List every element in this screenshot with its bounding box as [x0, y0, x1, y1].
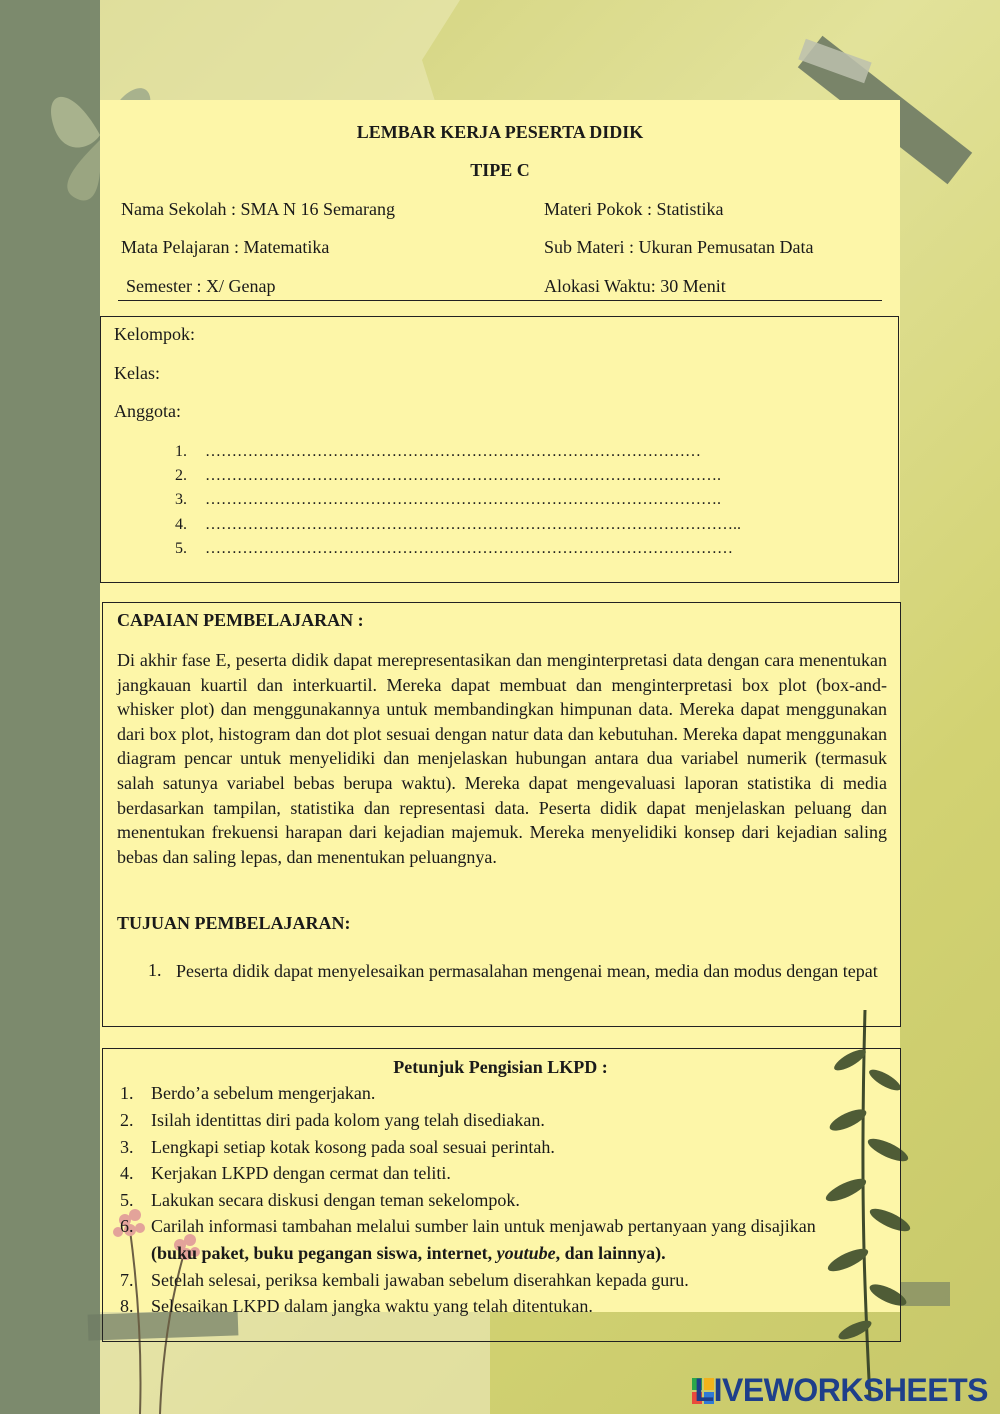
instruction-number: 1. — [120, 1083, 134, 1103]
member-number: 2. — [175, 467, 187, 484]
instruction-number: 2. — [120, 1110, 134, 1130]
instructions-title: Petunjuk Pengisian LKPD : — [393, 1057, 608, 1077]
learning-objective-title: TUJUAN PEMBELAJARAN: — [117, 913, 351, 933]
member-number: 1. — [175, 443, 187, 460]
semester: Semester : X/ Genap — [126, 276, 276, 296]
member-input-line[interactable]: ……………………………………………………………………………………….. — [205, 516, 741, 533]
instruction-text: , dan lainnya). — [555, 1243, 666, 1263]
subject-name: Mata Pelajaran : Matematika — [121, 237, 330, 257]
instruction-number: 3. — [120, 1137, 134, 1157]
group-label: Kelompok: — [114, 324, 195, 344]
member-number: 5. — [175, 540, 187, 557]
instruction-text-italic: youtube — [496, 1243, 556, 1263]
learning-outcome-title: CAPAIAN PEMBELAJARAN : — [117, 610, 364, 630]
member-number: 3. — [175, 491, 187, 508]
instruction-item: Isilah identittas diri pada kolom yang telah disediakan. — [151, 1110, 545, 1130]
instruction-item: Selesaikan LKPD dalam jangka waktu yang telah ditentukan. — [151, 1296, 593, 1316]
instruction-item: Berdo’a sebelum mengerjakan. — [151, 1083, 376, 1103]
member-input-line[interactable]: ……………………………………………………………………………………. — [205, 467, 721, 484]
time-allocation: Alokasi Waktu: 30 Menit — [544, 276, 726, 296]
instruction-item: Lengkapi setiap kotak kosong pada soal sesuai perintah. — [151, 1137, 555, 1157]
green-side-panel — [0, 0, 100, 1414]
learning-outcome-text: Di akhir fase E, peserta didik dapat merepresentasikan dan menginterpretasi data dengan cara menentukan jangkauan kuartil dan interkuartil. Mereka dapat membuat dan menginterpretasi box plot (box-and-whisker plot) dan menggunakannya untuk membandingkan himpunan data. Mereka dapat menggunakan dari box plot, histogram dan dot plot sesuai dengan natur data dan kebutuhan. Mereka dapat menggunakan diagram pencar untuk menyelidiki dan menjelaskan hubungan antara dua variabel numerik (termasuk salah satunya variabel bebas berupa waktu). Mereka dapat mengevaluasi laporan statistika di media berdasarkan tampilan, statistika dan representasi data. Peserta didik dapat menjelaskan peluang dan menentukan frekuensi harapan dari kejadian majemuk. Mereka menyelidiki konsep dari kejadian saling bebas dan saling lepas, dan menentukan peluangnya. — [117, 650, 887, 867]
member-input-line[interactable]: ……………………………………………………………………………………. — [205, 491, 721, 508]
worksheet-type: TIPE C — [470, 160, 530, 180]
instruction-item: Kerjakan LKPD dengan cermat dan teliti. — [151, 1163, 451, 1183]
class-label: Kelas: — [114, 363, 160, 383]
header-divider — [118, 300, 882, 301]
main-topic: Materi Pokok : Statistika — [544, 199, 724, 219]
members-label: Anggota: — [114, 401, 181, 421]
instruction-item: Carilah informasi tambahan melalui sumber lain untuk menjawab pertanyaan yang disajikan — [151, 1216, 816, 1236]
instruction-text: (buku paket, buku pegangan siswa, internet, — [151, 1243, 497, 1263]
instruction-number: 8. — [120, 1296, 134, 1316]
member-number: 4. — [175, 516, 187, 533]
instruction-number: 6. — [120, 1216, 134, 1236]
instruction-item: Lakukan secara diskusi dengan teman sekelompok. — [151, 1190, 520, 1210]
member-input-line[interactable]: ……………………………………………………………………………………… — [205, 540, 733, 557]
school-name: Nama Sekolah : SMA N 16 Semarang — [121, 199, 395, 219]
instruction-number: 7. — [120, 1270, 134, 1290]
instruction-item: Setelah selesai, periksa kembali jawaban sebelum diserahkan kepada guru. — [151, 1270, 689, 1290]
objective-text: Peserta didik dapat menyelesaikan permasalahan mengenai mean, media dan modus dengan tepat — [176, 961, 878, 981]
objective-number: 1. — [148, 960, 162, 980]
instruction-item-continued — [151, 1243, 666, 1264]
brand-name[interactable]: LIVEWORKSHEETS — [694, 1372, 988, 1408]
member-input-line[interactable]: ………………………………………………………………………………… — [205, 443, 701, 460]
instruction-number: 4. — [120, 1163, 134, 1183]
sub-topic: Sub Materi : Ukuran Pemusatan Data — [544, 237, 814, 257]
worksheet-title: LEMBAR KERJA PESERTA DIDIK — [356, 122, 644, 142]
instruction-number: 5. — [120, 1190, 134, 1210]
